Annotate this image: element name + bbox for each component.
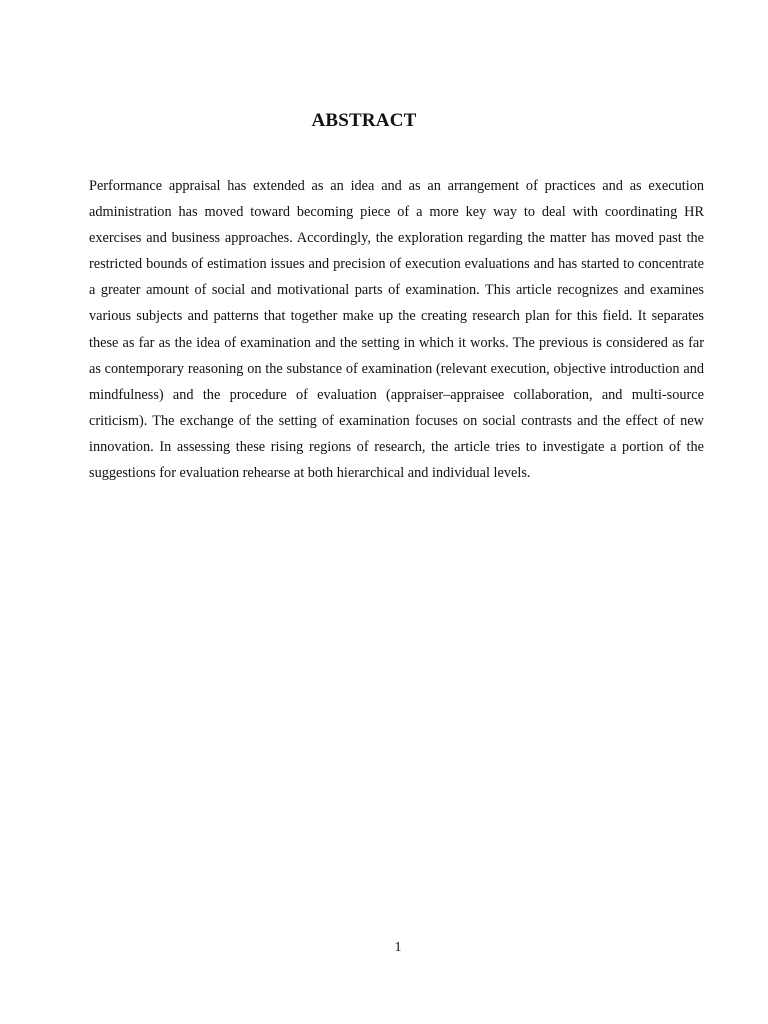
abstract-paragraph: Performance appraisal has extended as an idea and as an arrangement of practices and as execution administration has moved toward becoming piece of a more key way to deal with coordinating HR exercises and business approaches. Accordingly, the exploration regarding the matter has moved past the restricted bounds of estimation issues and precision of execution evaluations and has started to concentrate a greater amount of social and motivational parts of examination. This article recognizes and examines various subjects and patterns that together make up the creating research plan for this field. It separates these as far as the idea of examination and the setting in which it works. The previous is considered as far as contemporary reasoning on the substance of examination (relevant execution, objective introduction and mindfulness) and the procedure of evaluation (appraiser–appraisee collaboration, and multi-source criticism). The exchange of the setting of examination focuses on social contrasts and the effect of new innovation. In assessing these rising regions of research, the article tries to investigate a portion of the suggestions for evaluation rehearse at both hierarchical and individual levels. [89, 178, 704, 482]
page-number: 1 [394, 940, 402, 955]
abstract-heading: ABSTRACT [311, 110, 417, 131]
